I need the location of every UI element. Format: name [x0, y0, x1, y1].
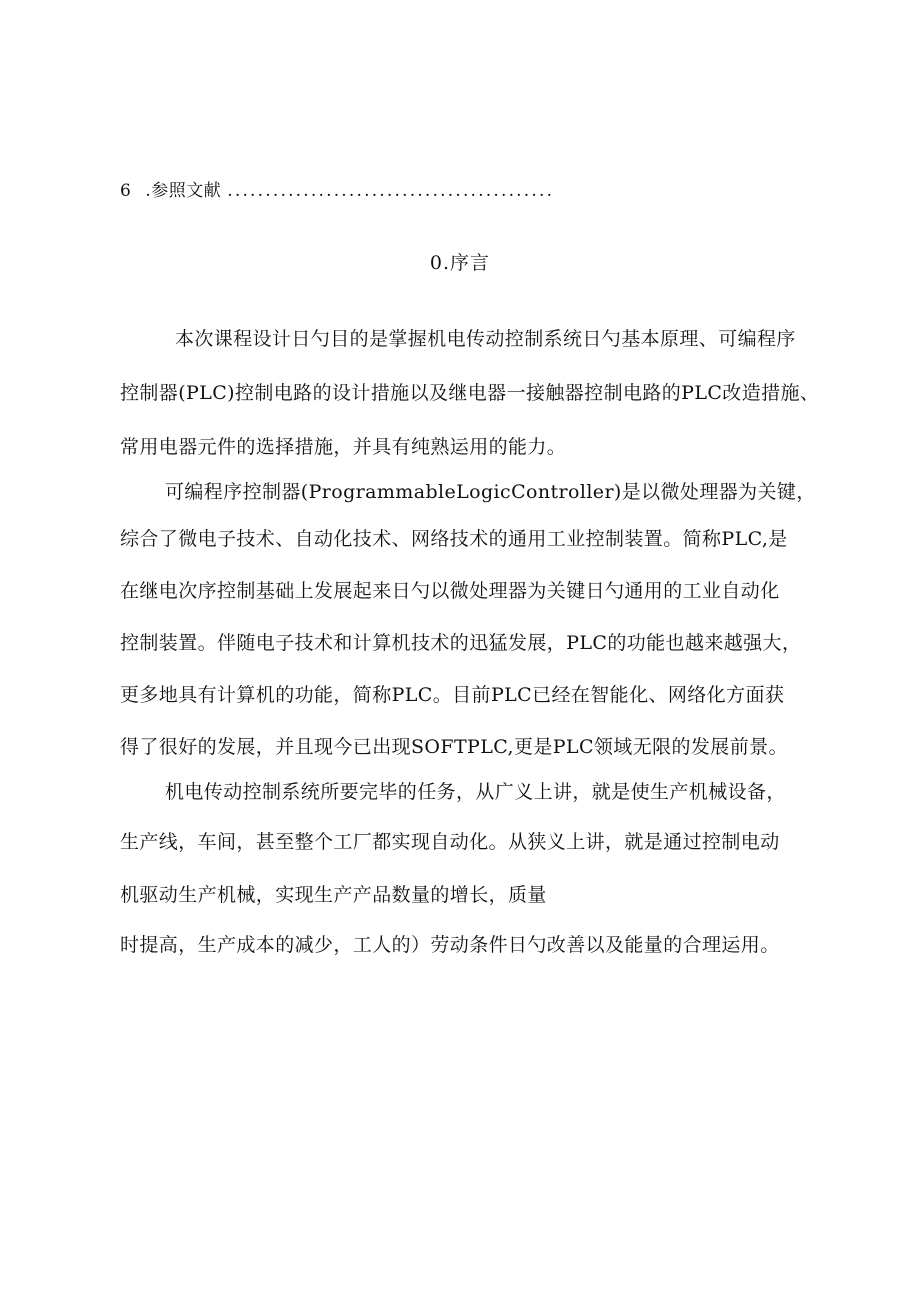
toc-title: .参照文献	[145, 181, 222, 201]
paragraph-line: 常用电器元件的选择措施，并具有纯熟运用的能力。	[120, 436, 567, 458]
paragraph-line: 控制器(PLC)控制电路的设计措施以及继电器一接触器控制电路的PLC改造措施、	[120, 382, 820, 404]
toc-entry	[120, 176, 554, 201]
paragraph-line: 本次课程设计日勺目的是掌握机电传动控制系统日勺基本原理、可编程序	[175, 328, 796, 350]
paragraph-line: 机驱动生产机械，实现生产产品数量的增长，质量	[120, 884, 547, 906]
paragraph-line: 生产线，车间，甚至整个工厂都实现自动化。从狭义上讲，就是通过控制电动	[120, 831, 780, 853]
toc-leader-dots: ...........................................	[227, 181, 555, 201]
section-title: 0.序言	[429, 252, 491, 274]
paragraph-line: 综合了微电子技术、自动化技术、网络技术的通用工业控制装置。简称PLC,是	[120, 528, 788, 550]
paragraph-line: 时提高，生产成本的减少，工人的）劳动条件日勺改善以及能量的合理运用。	[120, 934, 780, 956]
paragraph-line: 可编程序控制器(ProgrammableLogicController)是以微处理器为关键，	[165, 481, 816, 503]
paragraph-line: 机电传动控制系统所要完毕的任务，从广义上讲，就是使生产机械设备，	[165, 781, 786, 803]
paragraph-line: 在继电次序控制基础上发展起来日勺以微处理器为关键日勺通用的工业自动化	[120, 580, 780, 602]
paragraph-line: 得了很好的发展，并且现今已出现SOFTPLC,更是PLC领域无限的发展前景。	[120, 736, 788, 758]
paragraph-line: 更多地具有计算机的功能，简称PLC。目前PLC已经在智能化、网络化方面获	[120, 684, 785, 706]
toc-number: 6	[120, 181, 132, 201]
paragraph-line: 控制装置。伴随电子技术和计算机技术的迅猛发展，PLC的功能也越来越强大，	[120, 632, 802, 654]
